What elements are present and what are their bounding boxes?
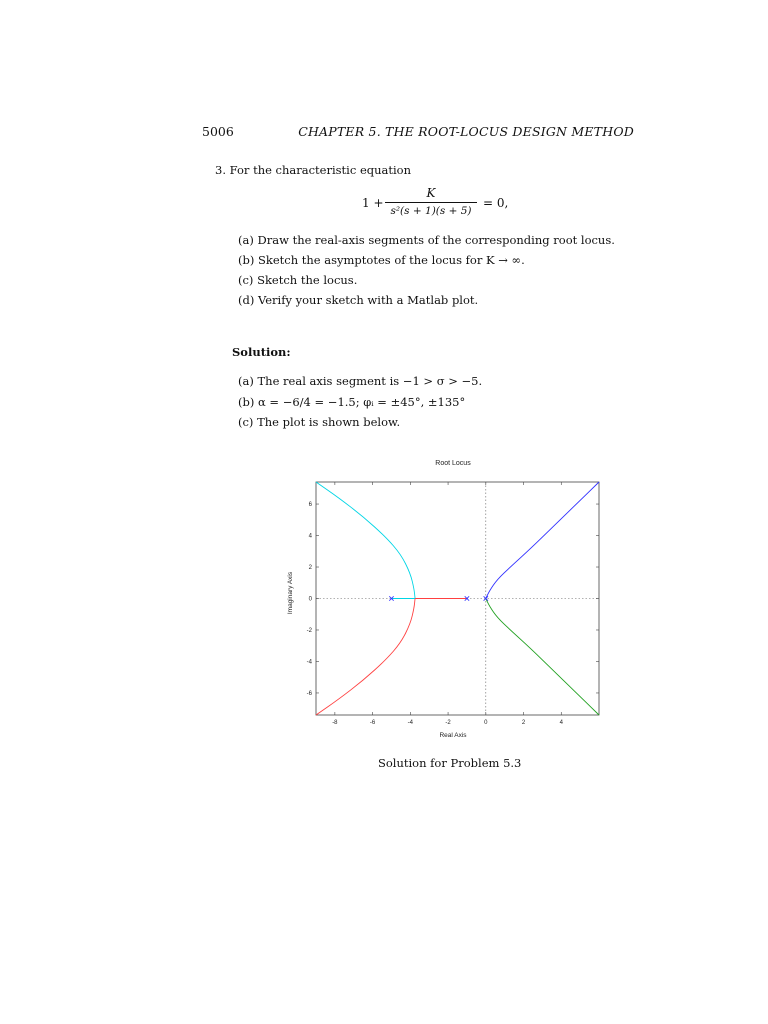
chart-title: Root Locus bbox=[435, 460, 471, 467]
locus-branch-2 bbox=[486, 482, 599, 599]
y-tick-label: 2 bbox=[308, 565, 312, 572]
x-tick-label: -4 bbox=[407, 720, 414, 726]
part-b bbox=[238, 253, 525, 267]
part-d bbox=[238, 293, 478, 307]
part-text: Verify your sketch with a Matlab plot. bbox=[258, 293, 479, 307]
x-tick-label: 4 bbox=[559, 720, 563, 726]
solution-text: The real axis segment is −1 > σ > −5. bbox=[257, 374, 483, 388]
solution-b bbox=[238, 395, 465, 409]
locus-branch-0 bbox=[316, 482, 415, 599]
chart-ylabel: Imaginary Axis bbox=[287, 571, 294, 615]
part-text: Sketch the locus. bbox=[257, 273, 358, 287]
solution-text: The plot is shown below. bbox=[257, 415, 401, 429]
part-label: (b) bbox=[238, 253, 255, 267]
characteristic-equation bbox=[362, 186, 512, 222]
y-tick-label: 6 bbox=[308, 502, 312, 509]
x-tick-label: 2 bbox=[521, 720, 526, 726]
y-tick-label: 4 bbox=[308, 533, 312, 540]
page-header bbox=[202, 124, 634, 142]
y-tick-label: -6 bbox=[306, 690, 312, 697]
solution-a bbox=[238, 374, 482, 388]
locus-branch-1 bbox=[316, 599, 415, 716]
problem-number: 3. bbox=[215, 163, 226, 177]
part-text: Draw the real-axis segments of the corresponding root locus. bbox=[257, 233, 615, 247]
part-label: (d) bbox=[238, 293, 255, 307]
equation-numerator: K bbox=[426, 186, 436, 200]
equation-rhs: = 0, bbox=[483, 196, 509, 210]
x-tick-label: -6 bbox=[369, 720, 376, 726]
problem-statement bbox=[215, 163, 411, 177]
locus-branch-3 bbox=[486, 599, 599, 716]
solution-label: (a) bbox=[238, 374, 254, 388]
x-tick-label: -2 bbox=[445, 720, 451, 726]
equation-lead: 1 + bbox=[362, 196, 384, 210]
solution-c bbox=[238, 415, 400, 429]
y-tick-label: -4 bbox=[306, 659, 312, 666]
chart-xlabel: Real Axis bbox=[439, 732, 467, 739]
part-a bbox=[238, 233, 615, 247]
part-label: (c) bbox=[238, 273, 254, 287]
equation-fraction bbox=[385, 186, 477, 218]
y-tick-label: -2 bbox=[306, 627, 312, 634]
figure-caption: Solution for Problem 5.3 bbox=[378, 756, 522, 770]
x-tick-label: 0 bbox=[484, 720, 488, 726]
page-number: 5006 bbox=[202, 124, 234, 139]
part-label: (a) bbox=[238, 233, 254, 247]
solution-heading: Solution: bbox=[232, 345, 291, 359]
solution-text: α = −6/4 = −1.5; φᵢ = ±45°, ±135° bbox=[258, 395, 466, 409]
part-c bbox=[238, 273, 357, 287]
fraction-bar bbox=[385, 202, 477, 203]
x-tick-label: -8 bbox=[332, 720, 338, 726]
part-text: Sketch the asymptotes of the locus for K → ∞. bbox=[258, 253, 525, 267]
chapter-title: CHAPTER 5. THE ROOT-LOCUS DESIGN METHOD bbox=[298, 124, 634, 139]
y-tick-label: 0 bbox=[308, 596, 312, 603]
solution-label: (b) bbox=[238, 395, 255, 409]
solution-label: (c) bbox=[238, 415, 254, 429]
equation-denominator: s²(s + 1)(s + 5) bbox=[390, 205, 472, 217]
problem-intro: For the characteristic equation bbox=[229, 163, 412, 177]
root-locus-chart bbox=[280, 450, 610, 745]
